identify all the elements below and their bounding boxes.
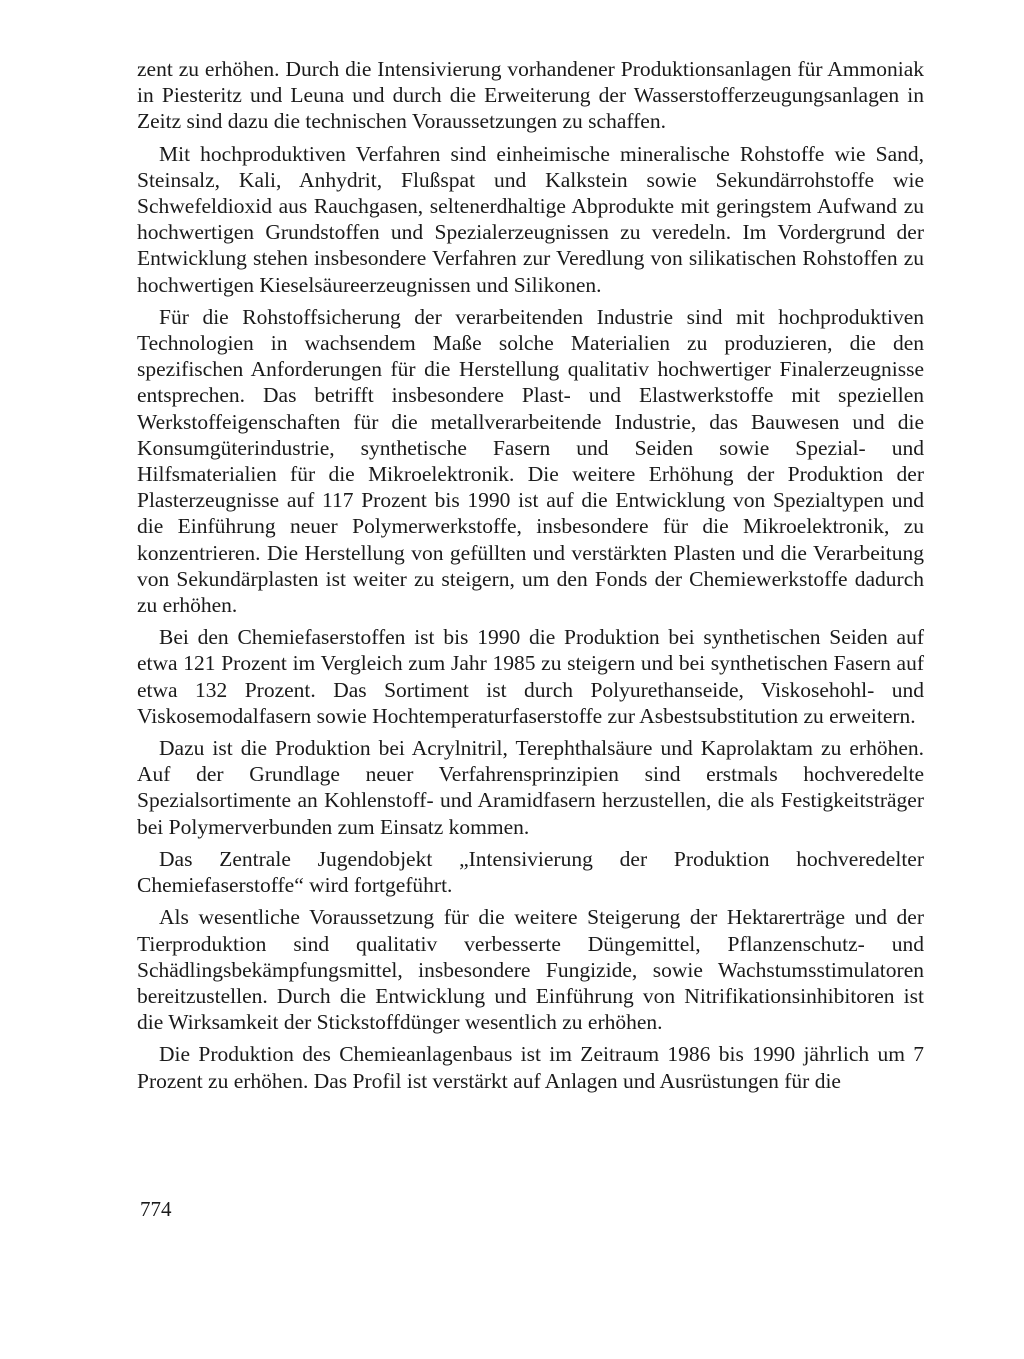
page-number: 774 — [140, 1197, 172, 1221]
paragraph-rohstoffsicherung: Für die Rohstoffsicherung der verarbeitenden Industrie sind mit hochproduktiven Technologien in wachsendem Maße solche Materialien zu produzieren, die den spezifischen Anforderungen für die Herstellung qualitativ hochwertiger Finalerzeugnisse entsprechen. Das betrifft insbesondere Plast- und Elastwerkstoffe mit speziellen Werkstoffeigenschaften für die metallverarbeitende Industrie, das Bauwesen und die Konsumgüterindustrie, synthetische Fasern und Seiden sowie Spezial- und Hilfsmaterialien für die Mikroelektronik. Die weitere Erhöhung der Produktion der Plasterzeugnisse auf 117 Prozent bis 1990 ist auf die Entwicklung von Spezialtypen und die Einführung neuer Polymerwerkstoffe, insbesondere für die Mikroelektronik, zu konzentrieren. Die Herstellung von gefüllten und verstärkten Plasten und die Verarbeitung von Sekundärplasten ist weiter zu steigern, um den Fonds der Chemiewerkstoffe dadurch zu erhöhen. — [137, 304, 924, 618]
body-text — [137, 56, 924, 1100]
paragraph-chemiefaserstoffe: Bei den Chemiefaserstoffen ist bis 1990 die Produktion bei synthetischen Seiden auf etwa 121 Prozent im Vergleich zum Jahr 1985 zu steigern und bei synthetischen Fasern auf etwa 132 Prozent. Das Sortiment ist durch Polyurethanseide, Viskosehohl- und Viskosemodalfasern sowie Hochtemperaturfaserstoffe zur Asbestsubstitution zu erweitern. — [137, 625, 924, 728]
paragraph-chemieanlagenbau: Die Produktion des Chemieanlagenbaus ist im Zeitraum 1986 bis 1990 jährlich um 7 Prozent zu erhöhen. Das Profil ist verstärkt auf Anlagen und Ausrüstungen für die — [137, 1042, 924, 1093]
paragraph-acrylnitril: Dazu ist die Produktion bei Acrylnitril, Terephthalsäure und Kaprolaktam zu erhöhen. Auf der Grundlage neuer Verfahrensprinzipien sind erstmals hochveredelte Spezialsortimente an Kohlenstoff- und Aramidfasern herzustellen, die als Festigkeitsträger bei Polymerverbunden zum Einsatz kommen. — [137, 736, 924, 839]
paragraph-ammoniak: zent zu erhöhen. Durch die Intensivierung vorhandener Produktionsanlagen für Ammoniak in Piesteritz und Leuna und durch die Erweiterung der Wasserstofferzeugungsanlagen in Zeitz sind dazu die technischen Voraussetzungen zu schaffen. — [137, 57, 924, 134]
paragraph-duengemittel: Als wesentliche Voraussetzung für die weitere Steigerung der Hektarerträge und der Tierproduktion sind qualitativ verbesserte Düngemittel, Pflanzenschutz- und Schädlingsbekämpfungsmittel, insbesondere Fungizide, sowie Wachstumsstimulatoren bereitzustellen. Durch die Entwicklung und Einführung von Nitrifikationsinhibitoren ist die Wirksamkeit der Stickstoffdünger wesentlich zu erhöhen. — [137, 905, 924, 1035]
paragraph-rohstoffe: Mit hochproduktiven Verfahren sind einheimische mineralische Rohstoffe wie Sand, Steinsalz, Kali, Anhydrit, Flußspat und Kalkstein sowie Sekundärrohstoffe wie Schwefeldioxid aus Rauchgasen, seltenerdhaltige Abprodukte mit geringstem Aufwand zu hochwertigen Grundstoffen und Spezialerzeugnissen zu veredeln. Im Vordergrund der Entwicklung stehen insbesondere Verfahren zur Veredlung von silikatischen Rohstoffen zu hochwertigen Kieselsäureerzeugnissen und Silikonen. — [137, 141, 924, 297]
paragraph-jugendobjekt: Das Zentrale Jugendobjekt „Intensivierung der Produktion hochveredelter Chemiefaserstoffe“ wird fortgeführt. — [137, 846, 924, 898]
